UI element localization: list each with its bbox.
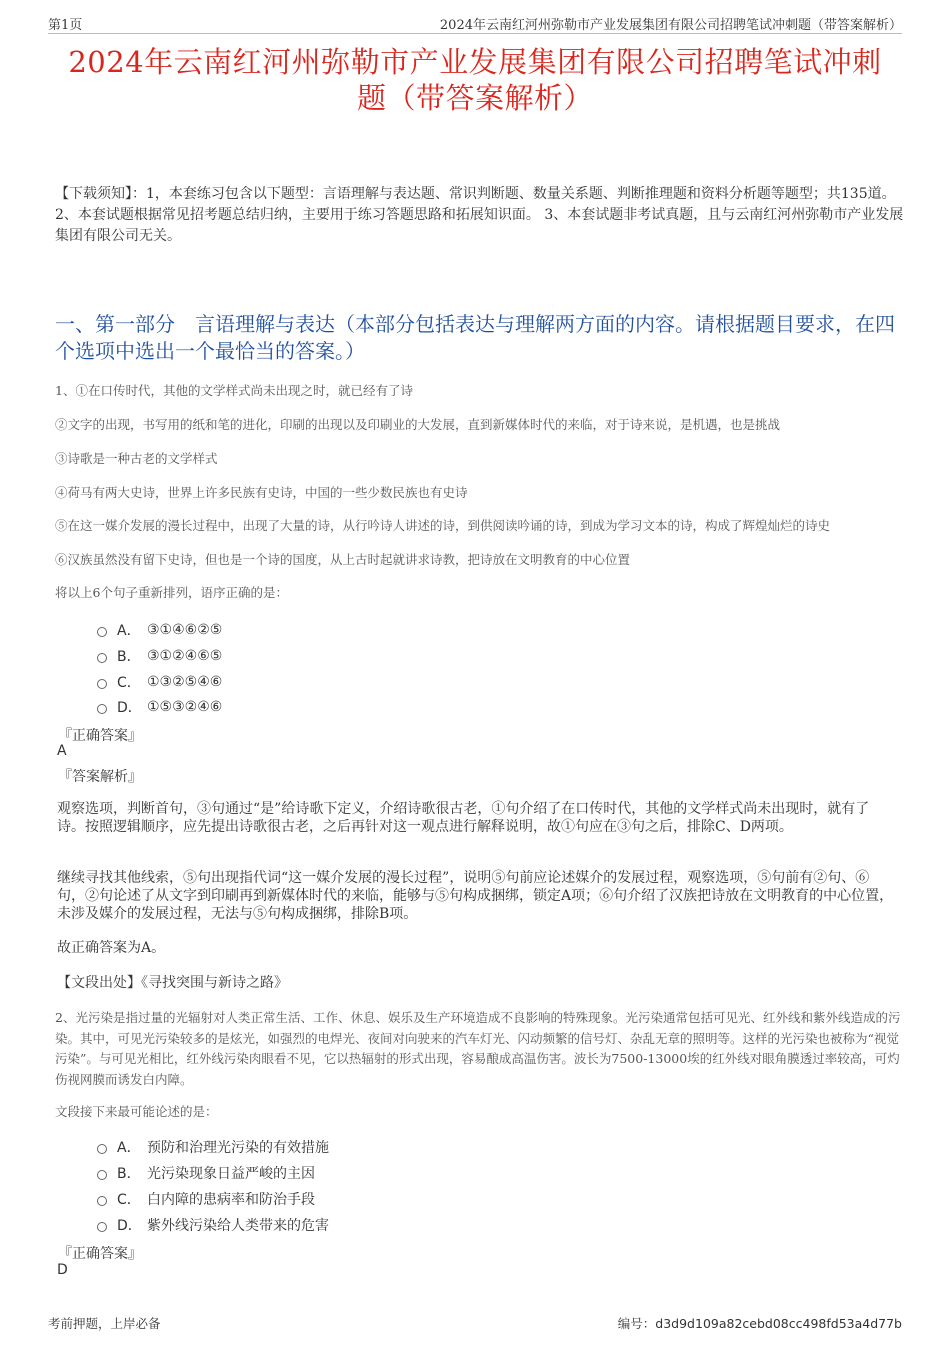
q1-prompt: 将以上6个句子重新排列，语序正确的是： [55,585,288,600]
radio-icon[interactable] [97,627,107,637]
q2-option-d[interactable] [97,1215,329,1235]
q2-answer: D [57,1262,68,1278]
q2-option-b[interactable] [97,1163,315,1183]
q2-stem: 2、光污染是指过量的光辐射对人类正常生活、工作、休息、娱乐及生产环境造成不良影响的特殊现象。光污染通常包括可见光、红外线和紫外线造成的污染。其中，可见光污染较多的是炫光，如强烈的电焊光、夜间对向驶来的汽车灯光、闪动频繁的信号灯、杂乱无章的照明等。这样的光污染也被称为“视觉污染”。与可见光相比，红外线污染肉眼看不见，它以热辐射的形式出现，容易酿成高温伤害。波长为7500-13000埃的红外线对眼角膜透过率较高，可灼伤视网膜而诱发白内障。 [55,1010,901,1087]
header-divider [48,33,902,34]
footer-code-label: 编号： [617,1316,656,1331]
option-text: ①③②⑤④⑥ [147,674,223,690]
option-text: 白内障的患病率和防治手段 [147,1192,315,1208]
option-letter: A． [117,1140,141,1156]
radio-icon[interactable] [97,679,107,689]
q1-option-d[interactable] [97,697,222,717]
q1-source: 【文段出处】《寻找突围与新诗之路》 [57,975,288,991]
q1-analysis-label: 『答案解析』 [58,769,142,785]
q1-sentence-6: ⑥汉族虽然没有留下史诗，但也是一个诗的国度，从上古时起就讲求诗教，把诗放在文明教育的中心位置 [55,552,631,567]
option-letter: B． [117,649,141,665]
q1-sentence-2: ②文字的出现，书写用的纸和笔的进化，印刷的出现以及印刷业的大发展，直到新媒体时代的来临，对于诗来说，是机遇，也是挑战 [55,417,781,432]
q1-sentence-5: ⑤在这一媒介发展的漫长过程中，出现了大量的诗，从行吟诗人讲述的诗，到供阅读吟诵的诗，到成为学习文本的诗，构成了辉煌灿烂的诗史 [55,518,831,533]
q2-option-c[interactable] [97,1189,315,1209]
q1-option-c[interactable] [97,672,222,692]
option-letter: D． [117,700,142,716]
radio-icon[interactable] [97,1170,107,1180]
radio-icon[interactable] [97,653,107,663]
footer-slogan: 考前押题，上岸必备 [48,1316,161,1331]
section-title: 一、第一部分 言语理解与表达（本部分包括表达与理解两方面的内容。请根据题目要求，在四个选项中选出一个最恰当的答案。） [55,312,895,363]
radio-icon[interactable] [97,1196,107,1206]
option-letter: D． [117,1218,142,1234]
q1-option-b[interactable] [97,646,222,666]
download-notice: 【下载须知】：1，本套练习包含以下题型：言语理解与表达题、常识判断题、数量关系题、判断推理题和资料分析题等题型；共135道。 2、本套试题根据常见招考题总结归纳，主要用于练习答题思路和拓展知识面。 3、本套试题非考试真题，且与云南红河州弥勒市产业发展集团有限公司无关。 [55,186,904,244]
q1-analysis-paragraph-1: 观察选项，判断首句，③句通过“是”给诗歌下定义，介绍诗歌很古老，①句介绍了在口传时代，其他的文学样式尚未出现时，就有了诗。按照逻辑顺序，应先提出诗歌很古老，之后再针对这一观点进行解释说明，故①句应在③句之后，排除C、D两项。 [57,801,870,835]
q2-prompt: 文段接下来最可能论述的是： [55,1104,218,1119]
option-letter: C． [117,1192,141,1208]
q2-answer-label: 『正确答案』 [58,1246,142,1262]
q1-sentence-3: ③诗歌是一种古老的文学样式 [55,451,218,466]
option-letter: A． [117,623,141,639]
option-letter: C． [117,675,141,691]
title-line-2: 题（带答案解析） [356,81,593,115]
option-letter: B． [117,1166,141,1182]
footer-code-value: d3d9d109a82cebd08cc498fd53a4d77b [655,1316,902,1331]
option-text: 预防和治理光污染的有效措施 [147,1140,329,1156]
title-line-1: 2024年云南红河州弥勒市产业发展集团有限公司招聘笔试冲刺 [68,45,882,79]
q1-answer-label: 『正确答案』 [58,728,142,744]
q1-sentence-1: 1、①在口传时代，其他的文学样式尚未出现之时，就已经有了诗 [55,383,413,398]
document-title [40,44,910,116]
radio-icon[interactable] [97,704,107,714]
page-number: 第1页 [48,18,83,33]
radio-icon[interactable] [97,1144,107,1154]
q2-option-a[interactable] [97,1137,329,1157]
header-doc-title: 2024年云南红河州弥勒市产业发展集团有限公司招聘笔试冲刺题（带答案解析） [439,18,902,33]
q1-option-a[interactable] [97,620,222,640]
option-text: ③①④⑥②⑤ [147,622,223,638]
radio-icon[interactable] [97,1222,107,1232]
option-text: 紫外线污染给人类带来的危害 [147,1218,329,1234]
option-text: ③①②④⑥⑤ [147,648,223,664]
option-text: ①⑤③②④⑥ [147,699,223,715]
option-text: 光污染现象日益严峻的主因 [147,1166,315,1182]
q1-analysis-paragraph-2: 继续寻找其他线索，⑤句出现指代词“这一媒介发展的漫长过程”，说明⑤句前应论述媒介的发展过程，观察选项，⑤句前有②句、⑥句，②句论述了从文字到印刷再到新媒体时代的来临，能够与⑤句构成捆绑，锁定A项；⑥句介绍了汉族把诗放在文明教育的中心位置，未涉及媒介的发展过程，无法与⑤句构成捆绑，排除B项。 [57,870,894,922]
footer-code [618,1314,902,1332]
q1-answer: A [57,743,67,759]
q1-analysis-paragraph-3: 故正确答案为A。 [57,940,166,956]
q1-sentence-4: ④荷马有两大史诗，世界上许多民族有史诗，中国的一些少数民族也有史诗 [55,485,468,500]
